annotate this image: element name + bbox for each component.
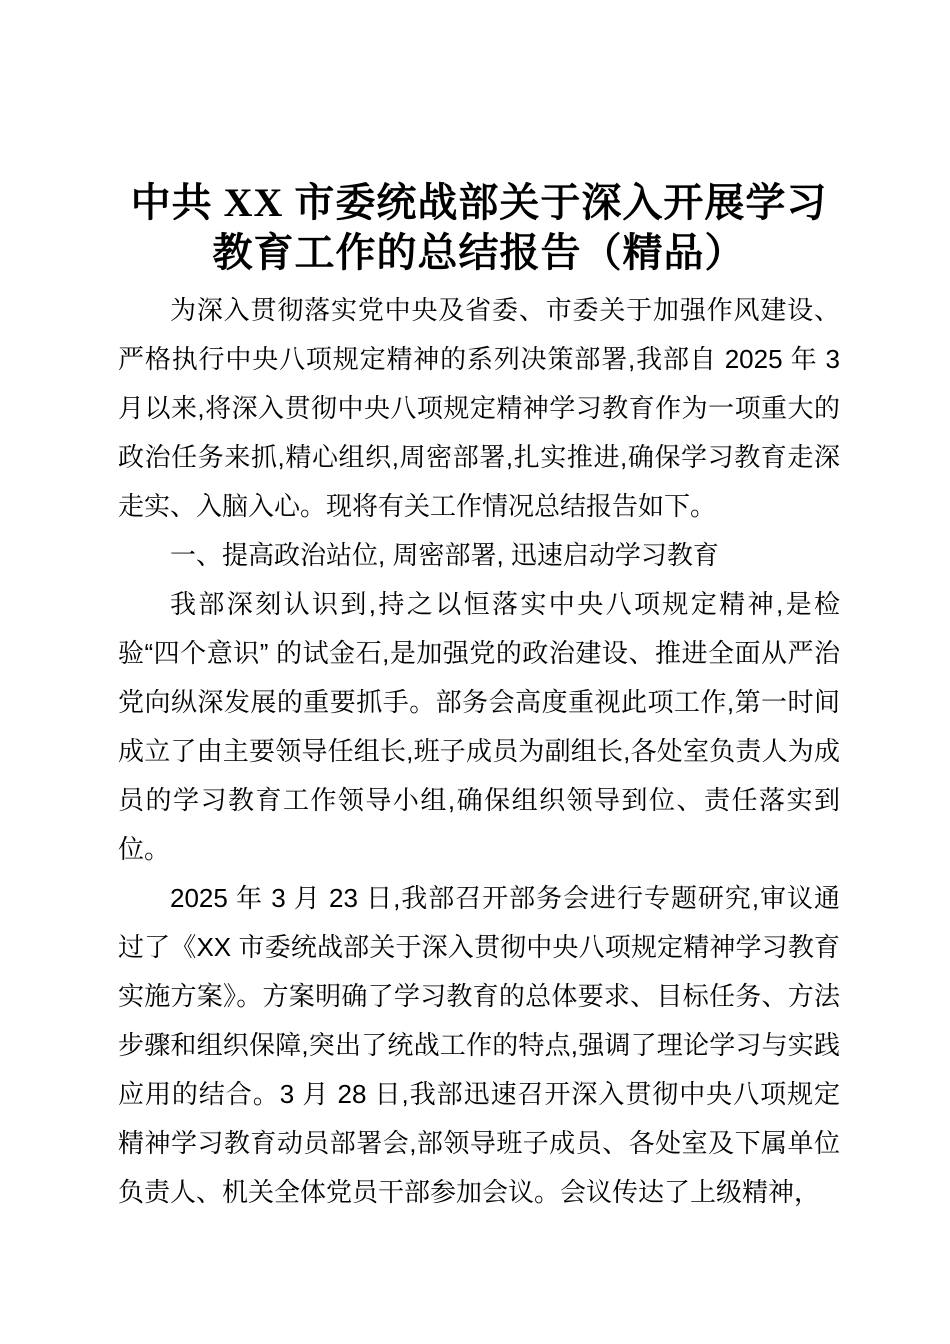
paragraph-meetings: 2025 年 3 月 23 日,我部召开部务会进行专题研究,审议通过了《XX 市委统战部关于深入贯彻中央八项规定精神学习教育实施方案》。方案明确了学习教育的总体要求、目标任务、方法步骤和组织保障,突出了统战工作的特点,强调了理论学习与实践应用的结合。3 月 28 日,我部迅速召开深入贯彻中央八项规定精神学习教育动员部署会,部领导班子成员、各处室及下属单位负责人、机关全体党员干部参加会议。会议传达了上级精神，	[118, 883, 840, 1207]
document-title-line-1: 中共 XX 市委统战部关于深入开展学习	[130, 180, 828, 225]
document-title-line-2: 教育工作的总结报告（精品）	[212, 230, 746, 275]
section-heading-1: 一、提高政治站位, 周密部署, 迅速启动学习教育	[170, 540, 719, 570]
paragraph-political-stance: 我部深刻认识到,持之以恒落实中央八项规定精神,是检验“四个意识” 的试金石,是加强党的政治建设、推进全面从严治党向纵深发展的重要抓手。部务会高度重视此项工作,第一时间成立了由主要领导任组长,班子成员为副组长,各处室负责人为成员的学习教育工作领导小组,确保组织领导到位、责任落实到位。	[118, 589, 840, 864]
paragraph-intro: 为深入贯彻落实党中央及省委、市委关于加强作风建设、严格执行中央八项规定精神的系列决策部署,我部自 2025 年 3 月以来,将深入贯彻中央八项规定精神学习教育作为一项重大的政治任务来抓,精心组织,周密部署,扎实推进,确保学习教育走深走实、入脑入心。现将有关工作情况总结报告如下。	[118, 295, 840, 521]
document-title	[118, 178, 840, 278]
